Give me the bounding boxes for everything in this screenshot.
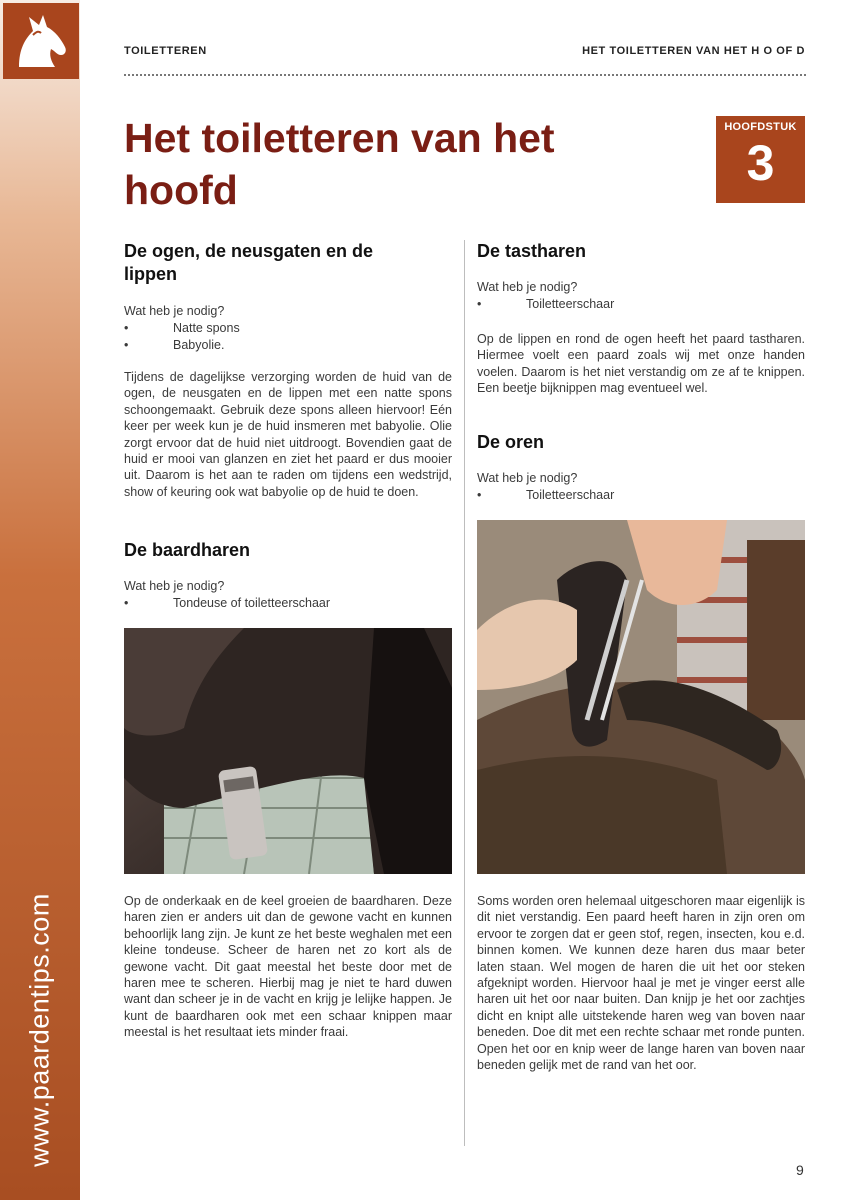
section-heading-oren: De oren xyxy=(477,432,545,452)
chapter-label: HOOFDSTUK xyxy=(724,121,797,133)
body-text-oren: Soms worden oren helemaal uitgeschoren maar eigenlijk is dit niet verstandig. Een paard heeft haren in zijn oren om ervoor te zorgen dat er geen stof, regen, insecten, kou e.d. binnen komen. We kunnen deze haren dus maar beter laten staan. Wel mogen de haren die uit het oor steken afgeknipt worden. Hiervoor haal je met je vinger eerst alle haren uit het oor naar buiten. Dan knijp je het oor zachtjes dicht en knipt alle uitstekende haren weg van boven naar beneden. Doe dit met een rechte schaar met ronde punten. Open het oor en knip weer de lange haren van boven naar beneden gelijk met de rand van het oor. xyxy=(477,894,805,1073)
list-item-text: Toiletteerschaar xyxy=(526,488,615,502)
logo xyxy=(3,3,79,79)
list-item-text: Babyolie. xyxy=(173,338,225,352)
photo-baardharen-illustration xyxy=(124,628,452,874)
need-label: Wat heb je nodig? xyxy=(477,471,578,485)
body-text-baardharen: Op de onderkaak en de keel groeien de baardharen. Deze haren zien er anders uit dan de gewone vacht en kunnen behoorlijk lang zijn. Je kunt ze het beste weghalen met een kleine tondeuse. Scheer de haren net zo kort als de gewone vacht. Dit gaat meestal het beste door met de haren mee te scheren. Hierbij mag je niet te hard duwen want dan scheer je in de vacht en krijg je lelijke happen. Je kunt de baardharen ook met een schaar knippen maar meestal is het resultaat iets minder fraai. xyxy=(124,894,452,1040)
section-heading-ogen-line-1: De ogen, de neusgaten en de xyxy=(124,241,374,261)
bullet-icon: • xyxy=(477,297,482,311)
page-title-line-2: hoofd xyxy=(124,167,238,213)
column-divider xyxy=(464,240,465,1146)
photo-oren-illustration xyxy=(477,520,805,874)
page-number: 9 xyxy=(796,1162,804,1178)
bullet-icon: • xyxy=(124,338,129,352)
site-url[interactable]: www.paardentips.com xyxy=(24,893,55,1167)
horse-head-icon xyxy=(9,9,73,73)
page-title-line-1: Het toiletteren van het xyxy=(124,115,555,161)
sidebar-band xyxy=(0,0,80,1200)
need-label: Wat heb je nodig? xyxy=(124,304,225,318)
bullet-icon: • xyxy=(124,321,129,335)
need-label: Wat heb je nodig? xyxy=(124,579,225,593)
body-text-ogen: Tijdens de dagelijkse verzorging worden de huid van de ogen, de neusgaten en de lippen met een natte spons schoongemaakt. Gebruik deze spons alleen hiervoor! Eén keer per week kun je de huid insmeren met babyolie. Olie zorgt ervoor dat de huid niet uitdroogt. Bovendien gaat de huid er mooi van glanzen en ziet het paard er dus mooier uit. Daarom is het aan te raden om tijdens een wedstrijd, show of keuring ook wat babyolie op de huid te doen. xyxy=(124,370,452,499)
section-heading-tastharen: De tastharen xyxy=(477,241,587,261)
body-text-tastharen: Op de lippen en rond de ogen heeft het paard tastharen. Hiermee voelt een paard zoals wij met onze handen voelen. Daarom is het niet verstandig om ze af te knippen. Een beetje bijknippen mag eventueel wel. xyxy=(477,332,805,396)
page-title xyxy=(124,112,684,216)
dotted-rule xyxy=(124,74,806,76)
section-heading-baardharen: De baardharen xyxy=(124,540,251,560)
list-item-text: Natte spons xyxy=(173,321,240,335)
bullet-icon: • xyxy=(124,596,129,610)
need-label: Wat heb je nodig? xyxy=(477,280,578,294)
chapter-number: 3 xyxy=(746,135,775,191)
list-item-text: Toiletteerschaar xyxy=(526,297,615,311)
section-heading-ogen-line-2: lippen xyxy=(124,264,177,284)
chapter-badge xyxy=(716,116,805,203)
section-heading-ogen xyxy=(124,240,444,286)
list-item-text: Tondeuse of toiletteerschaar xyxy=(173,596,331,610)
running-head-right: HET TOILETTEREN VAN HET H O OF D xyxy=(582,45,805,57)
photo-baardharen xyxy=(124,628,452,874)
bullet-icon: • xyxy=(477,488,482,502)
running-head-left: TOILETTEREN xyxy=(124,45,207,57)
photo-oren xyxy=(477,520,805,874)
